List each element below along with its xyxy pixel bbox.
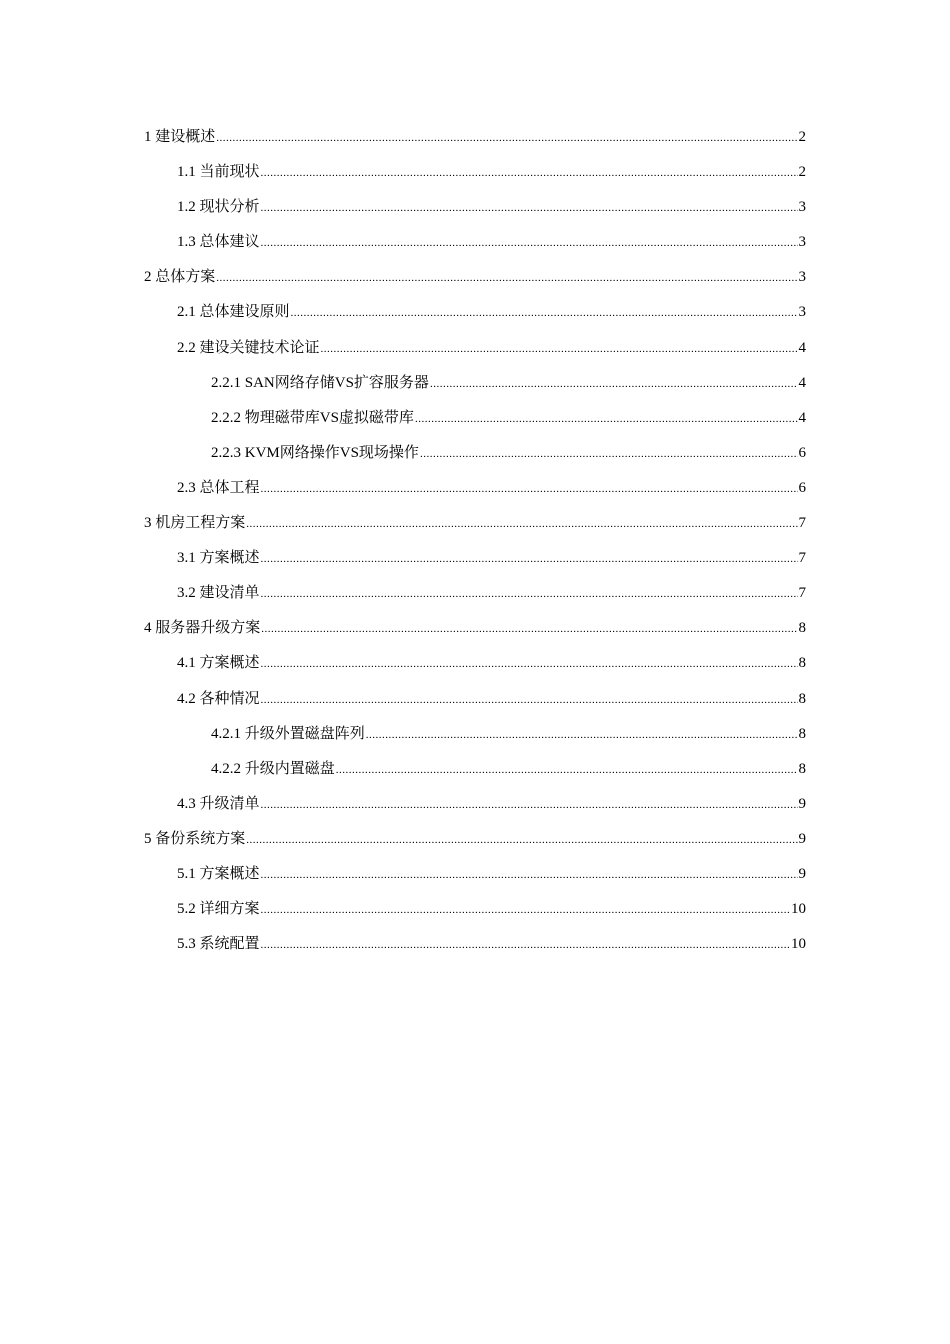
toc-entry-title: 2.2.1 SAN网络存储VS扩容服务器 bbox=[211, 374, 429, 391]
toc-entry-title: 4 服务器升级方案 bbox=[144, 620, 261, 637]
toc-page-number: 7 bbox=[798, 585, 806, 602]
toc-entry-title: 5.2 详细方案 bbox=[177, 901, 260, 918]
toc-page-number: 8 bbox=[798, 760, 806, 777]
toc-entry[interactable] bbox=[0, 338, 950, 373]
toc-page-number: 9 bbox=[798, 830, 806, 847]
toc-page-number: 7 bbox=[798, 515, 806, 532]
toc-entry[interactable] bbox=[0, 548, 950, 583]
toc-page-number: 4 bbox=[798, 409, 806, 426]
toc-entry[interactable] bbox=[0, 759, 950, 794]
toc-entry[interactable] bbox=[0, 302, 950, 337]
toc-entry-row bbox=[177, 583, 806, 604]
toc-entry[interactable] bbox=[0, 794, 950, 829]
toc-dot-leader bbox=[261, 899, 790, 920]
toc-entry[interactable] bbox=[0, 267, 950, 302]
toc-entry-title: 4.1 方案概述 bbox=[177, 655, 260, 672]
toc-dot-leader bbox=[261, 794, 798, 815]
toc-entry-title: 3.1 方案概述 bbox=[177, 550, 260, 567]
toc-dot-leader bbox=[216, 267, 797, 288]
toc-page-number: 8 bbox=[798, 690, 806, 707]
toc-entry[interactable] bbox=[0, 162, 950, 197]
toc-dot-leader bbox=[366, 724, 798, 745]
toc-entry-title: 2.3 总体工程 bbox=[177, 479, 260, 496]
toc-page-number: 6 bbox=[798, 479, 806, 496]
toc-dot-leader bbox=[291, 302, 798, 323]
toc-entry-title: 2.2.2 物理磁带库VS虚拟磁带库 bbox=[211, 409, 414, 426]
toc-entry-row bbox=[177, 548, 806, 569]
toc-entry-title: 1.1 当前现状 bbox=[177, 164, 260, 181]
toc-entry-row bbox=[144, 127, 806, 148]
toc-entry-row bbox=[177, 478, 806, 499]
toc-dot-leader bbox=[430, 373, 798, 394]
toc-entry[interactable] bbox=[0, 829, 950, 864]
toc-page-number: 3 bbox=[798, 199, 806, 216]
toc-entry-row bbox=[144, 829, 806, 850]
toc-dot-leader bbox=[261, 162, 798, 183]
toc-entry-row bbox=[177, 794, 806, 815]
toc-entry[interactable] bbox=[0, 408, 950, 443]
toc-page-number: 8 bbox=[798, 620, 806, 637]
toc-entry-title: 4.3 升级清单 bbox=[177, 795, 260, 812]
toc-entry-title: 5 备份系统方案 bbox=[144, 830, 246, 847]
toc-entry-title: 1.3 总体建议 bbox=[177, 234, 260, 251]
toc-dot-leader bbox=[336, 759, 798, 780]
toc-entry[interactable] bbox=[0, 478, 950, 513]
toc-entry[interactable] bbox=[0, 689, 950, 724]
toc-entry-row bbox=[211, 443, 806, 464]
toc-page-number: 8 bbox=[798, 725, 806, 742]
toc-dot-leader bbox=[216, 127, 797, 148]
toc-page-number: 2 bbox=[798, 129, 806, 145]
toc-entry-row bbox=[211, 408, 806, 429]
toc-entry-title: 1 建设概述 bbox=[144, 129, 216, 145]
toc-entry-row bbox=[177, 162, 806, 183]
toc-entry[interactable] bbox=[0, 513, 950, 548]
toc-entry[interactable] bbox=[0, 864, 950, 899]
toc-entry[interactable] bbox=[0, 618, 950, 653]
toc-page-number: 10 bbox=[791, 936, 806, 953]
toc-dot-leader bbox=[261, 478, 798, 499]
toc-entry-row bbox=[177, 302, 806, 323]
toc-entry-row bbox=[144, 618, 806, 639]
toc-dot-leader bbox=[246, 513, 797, 534]
toc-entry-row bbox=[177, 934, 806, 955]
toc-dot-leader bbox=[261, 653, 798, 674]
toc-entry-row bbox=[177, 232, 806, 253]
toc-entry-title: 3 机房工程方案 bbox=[144, 515, 246, 532]
toc-entry-title: 4.2 各种情况 bbox=[177, 690, 260, 707]
toc-page-number: 8 bbox=[798, 655, 806, 672]
toc-entry-row bbox=[177, 899, 806, 920]
toc-entry-row bbox=[144, 267, 806, 288]
toc-dot-leader bbox=[261, 618, 797, 639]
toc-page-number: 9 bbox=[798, 795, 806, 812]
toc-entry[interactable] bbox=[0, 583, 950, 618]
toc-page-number: 3 bbox=[798, 269, 806, 286]
toc-entry-title: 4.2.2 升级内置磁盘 bbox=[211, 760, 335, 777]
toc-entry-row bbox=[177, 338, 806, 359]
toc-entry-title: 5.1 方案概述 bbox=[177, 865, 260, 882]
toc-entry-row bbox=[211, 373, 806, 394]
toc-entry[interactable] bbox=[0, 373, 950, 408]
toc-entry[interactable] bbox=[0, 724, 950, 759]
toc-entry-row bbox=[177, 864, 806, 885]
toc-entry-title: 1.2 现状分析 bbox=[177, 199, 260, 216]
toc-entry-row bbox=[211, 759, 806, 780]
toc-entry-title: 4.2.1 升级外置磁盘阵列 bbox=[211, 725, 365, 742]
toc-page-number: 2 bbox=[798, 164, 806, 181]
toc-entry-title: 2 总体方案 bbox=[144, 269, 216, 286]
toc-entry[interactable] bbox=[0, 899, 950, 934]
toc-entry-title: 2.2 建设关键技术论证 bbox=[177, 339, 320, 356]
toc-dot-leader bbox=[261, 583, 798, 604]
toc-entry-row bbox=[177, 689, 806, 710]
toc-dot-leader bbox=[246, 829, 797, 850]
toc-entry-row bbox=[177, 653, 806, 674]
toc-dot-leader bbox=[261, 197, 798, 218]
toc-entry-title: 2.2.3 KVM网络操作VS现场操作 bbox=[211, 444, 419, 461]
toc-entry[interactable] bbox=[0, 197, 950, 232]
toc-page-number: 3 bbox=[798, 234, 806, 251]
toc-entry-title: 5.3 系统配置 bbox=[177, 936, 260, 953]
toc-dot-leader bbox=[261, 864, 798, 885]
toc-dot-leader bbox=[415, 408, 798, 429]
toc-entry[interactable] bbox=[0, 443, 950, 478]
toc-page-number: 9 bbox=[798, 865, 806, 882]
toc-entry[interactable] bbox=[0, 232, 950, 267]
toc-page-number: 4 bbox=[798, 339, 806, 356]
toc-dot-leader bbox=[261, 689, 798, 710]
toc-entry[interactable] bbox=[0, 934, 950, 969]
toc-entry-row bbox=[144, 513, 806, 534]
toc-entry-title: 2.1 总体建设原则 bbox=[177, 304, 290, 321]
toc-page-number: 7 bbox=[798, 550, 806, 567]
toc-dot-leader bbox=[321, 338, 798, 359]
toc-page-number: 10 bbox=[791, 901, 806, 918]
toc-entry-title: 3.2 建设清单 bbox=[177, 585, 260, 602]
toc-entry-row bbox=[211, 724, 806, 745]
toc-page-number: 3 bbox=[798, 304, 806, 321]
toc-dot-leader bbox=[261, 934, 790, 955]
table-of-contents bbox=[0, 127, 950, 969]
toc-entry-row bbox=[177, 197, 806, 218]
toc-entry[interactable] bbox=[0, 127, 950, 162]
toc-entry[interactable] bbox=[0, 653, 950, 688]
toc-dot-leader bbox=[420, 443, 798, 464]
toc-page-number: 6 bbox=[798, 444, 806, 461]
toc-dot-leader bbox=[261, 548, 798, 569]
toc-page-number: 4 bbox=[798, 374, 806, 391]
toc-dot-leader bbox=[261, 232, 798, 253]
